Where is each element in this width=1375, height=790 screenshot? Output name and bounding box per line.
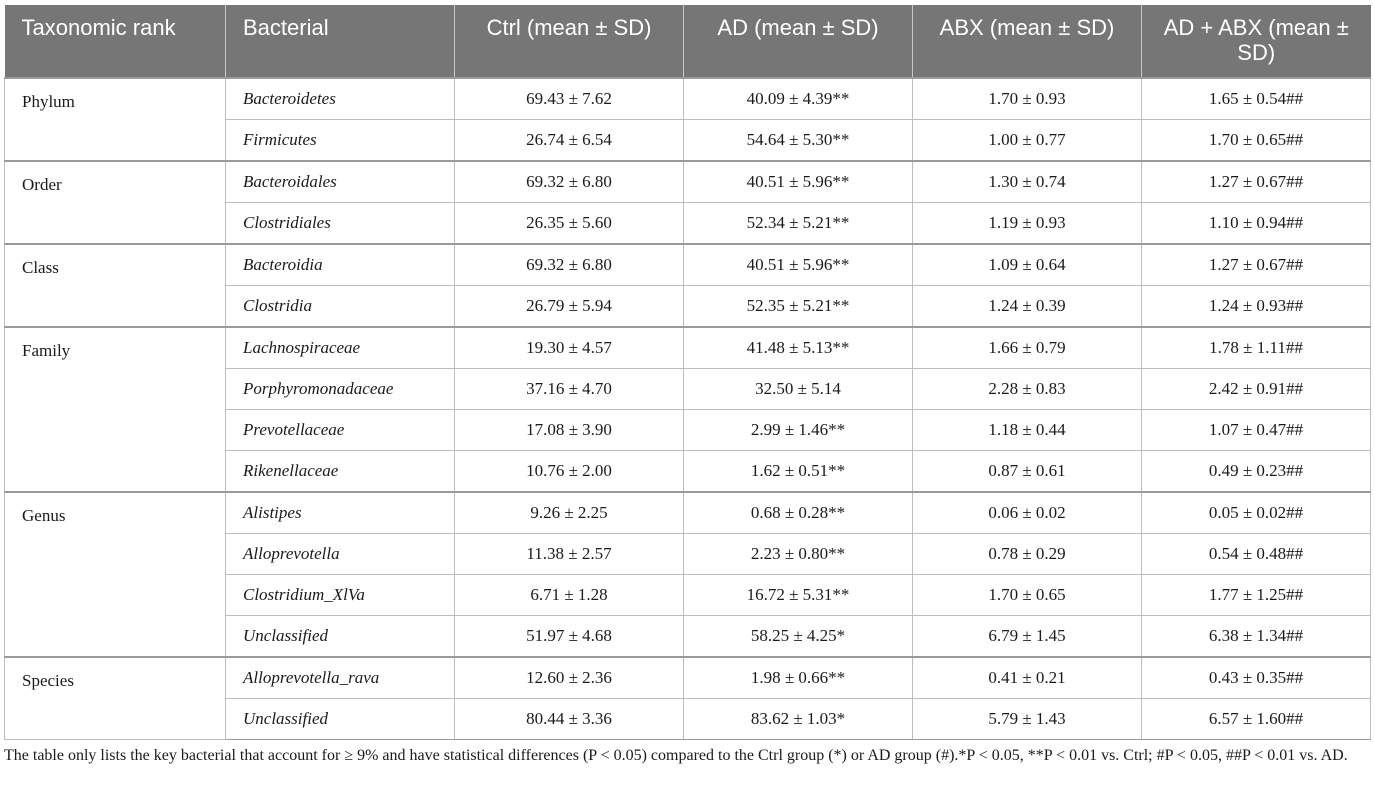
bacterial-cell: Clostridia [226,286,455,328]
ad-cell: 83.62 ± 1.03* [684,699,913,740]
ctrl-cell: 17.08 ± 3.90 [455,410,684,451]
table-row [5,492,1371,534]
abx-cell: 1.18 ± 0.44 [913,410,1142,451]
ad-abx-cell: 0.49 ± 0.23## [1142,451,1371,493]
taxonomic-rank-cell: Order [5,161,226,244]
bacterial-cell: Bacteroidia [226,244,455,286]
ctrl-cell: 11.38 ± 2.57 [455,534,684,575]
ad-cell: 52.35 ± 5.21** [684,286,913,328]
taxonomic-rank-cell: Phylum [5,78,226,161]
bacterial-cell: Alistipes [226,492,455,534]
bacterial-cell: Alloprevotella [226,534,455,575]
ad-cell: 1.62 ± 0.51** [684,451,913,493]
ad-abx-cell: 0.54 ± 0.48## [1142,534,1371,575]
col-header-ad-abx: AD + ABX (mean ± SD) [1142,5,1371,78]
table-row [5,78,1371,120]
abx-cell: 1.70 ± 0.93 [913,78,1142,120]
abx-cell: 0.87 ± 0.61 [913,451,1142,493]
ad-cell: 40.51 ± 5.96** [684,244,913,286]
ad-abx-cell: 1.77 ± 1.25## [1142,575,1371,616]
abx-cell: 1.24 ± 0.39 [913,286,1142,328]
ad-abx-cell: 1.65 ± 0.54## [1142,78,1371,120]
ctrl-cell: 69.32 ± 6.80 [455,244,684,286]
ad-abx-cell: 6.57 ± 1.60## [1142,699,1371,740]
ad-abx-cell: 1.24 ± 0.93## [1142,286,1371,328]
ad-cell: 2.99 ± 1.46** [684,410,913,451]
bacterial-cell: Porphyromonadaceae [226,369,455,410]
ctrl-cell: 69.32 ± 6.80 [455,161,684,203]
col-header-bacterial: Bacterial [226,5,455,78]
taxonomic-rank-cell: Family [5,327,226,492]
ad-abx-cell: 1.78 ± 1.11## [1142,327,1371,369]
ctrl-cell: 6.71 ± 1.28 [455,575,684,616]
ad-cell: 0.68 ± 0.28** [684,492,913,534]
taxonomic-rank-cell: Class [5,244,226,327]
ad-cell: 16.72 ± 5.31** [684,575,913,616]
abx-cell: 0.06 ± 0.02 [913,492,1142,534]
bacterial-cell: Alloprevotella_rava [226,657,455,699]
abx-cell: 1.09 ± 0.64 [913,244,1142,286]
ad-abx-cell: 1.27 ± 0.67## [1142,161,1371,203]
table-row [5,657,1371,699]
bacterial-cell: Bacteroidales [226,161,455,203]
col-header-taxonomic-rank: Taxonomic rank [5,5,226,78]
ad-cell: 54.64 ± 5.30** [684,120,913,162]
ad-cell: 2.23 ± 0.80** [684,534,913,575]
bacterial-cell: Unclassified [226,616,455,658]
ctrl-cell: 80.44 ± 3.36 [455,699,684,740]
table-row [5,161,1371,203]
ctrl-cell: 9.26 ± 2.25 [455,492,684,534]
ctrl-cell: 69.43 ± 7.62 [455,78,684,120]
col-header-abx: ABX (mean ± SD) [913,5,1142,78]
ad-abx-cell: 6.38 ± 1.34## [1142,616,1371,658]
ctrl-cell: 26.74 ± 6.54 [455,120,684,162]
taxonomic-rank-cell: Genus [5,492,226,657]
ad-abx-cell: 1.27 ± 0.67## [1142,244,1371,286]
bacterial-cell: Unclassified [226,699,455,740]
abx-cell: 6.79 ± 1.45 [913,616,1142,658]
abx-cell: 1.19 ± 0.93 [913,203,1142,245]
ctrl-cell: 37.16 ± 4.70 [455,369,684,410]
abx-cell: 1.66 ± 0.79 [913,327,1142,369]
bacterial-cell: Prevotellaceae [226,410,455,451]
ad-cell: 1.98 ± 0.66** [684,657,913,699]
ad-abx-cell: 2.42 ± 0.91## [1142,369,1371,410]
header-row [5,5,1371,78]
ctrl-cell: 10.76 ± 2.00 [455,451,684,493]
taxonomic-rank-cell: Species [5,657,226,740]
abx-cell: 5.79 ± 1.43 [913,699,1142,740]
table-row [5,327,1371,369]
ctrl-cell: 19.30 ± 4.57 [455,327,684,369]
ctrl-cell: 26.79 ± 5.94 [455,286,684,328]
taxonomy-table [4,5,1371,740]
abx-cell: 1.30 ± 0.74 [913,161,1142,203]
ad-cell: 52.34 ± 5.21** [684,203,913,245]
table-body [5,78,1371,740]
abx-cell: 1.70 ± 0.65 [913,575,1142,616]
abx-cell: 0.78 ± 0.29 [913,534,1142,575]
abx-cell: 2.28 ± 0.83 [913,369,1142,410]
bacterial-cell: Rikenellaceae [226,451,455,493]
ad-abx-cell: 1.10 ± 0.94## [1142,203,1371,245]
bacterial-cell: Clostridiales [226,203,455,245]
ad-abx-cell: 1.07 ± 0.47## [1142,410,1371,451]
ctrl-cell: 12.60 ± 2.36 [455,657,684,699]
ad-cell: 41.48 ± 5.13** [684,327,913,369]
bacterial-cell: Clostridium_XlVa [226,575,455,616]
ctrl-cell: 51.97 ± 4.68 [455,616,684,658]
table-row [5,244,1371,286]
col-header-ad: AD (mean ± SD) [684,5,913,78]
col-header-ctrl: Ctrl (mean ± SD) [455,5,684,78]
bacterial-cell: Firmicutes [226,120,455,162]
bacterial-cell: Lachnospiraceae [226,327,455,369]
ctrl-cell: 26.35 ± 5.60 [455,203,684,245]
ad-cell: 40.51 ± 5.96** [684,161,913,203]
table-footnote: The table only lists the key bacterial that account for ≥ 9% and have statistical differences (P < 0.05) compared to the Ctrl group (*) or AD group (#).*P < 0.05, **P < 0.01 vs. Ctrl; #P < 0.05, ##P < 0.01 vs. AD. [4,747,1348,764]
bacterial-cell: Bacteroidetes [226,78,455,120]
abx-cell: 1.00 ± 0.77 [913,120,1142,162]
ad-abx-cell: 0.05 ± 0.02## [1142,492,1371,534]
ad-cell: 40.09 ± 4.39** [684,78,913,120]
ad-abx-cell: 0.43 ± 0.35## [1142,657,1371,699]
ad-abx-cell: 1.70 ± 0.65## [1142,120,1371,162]
abx-cell: 0.41 ± 0.21 [913,657,1142,699]
ad-cell: 32.50 ± 5.14 [684,369,913,410]
ad-cell: 58.25 ± 4.25* [684,616,913,658]
